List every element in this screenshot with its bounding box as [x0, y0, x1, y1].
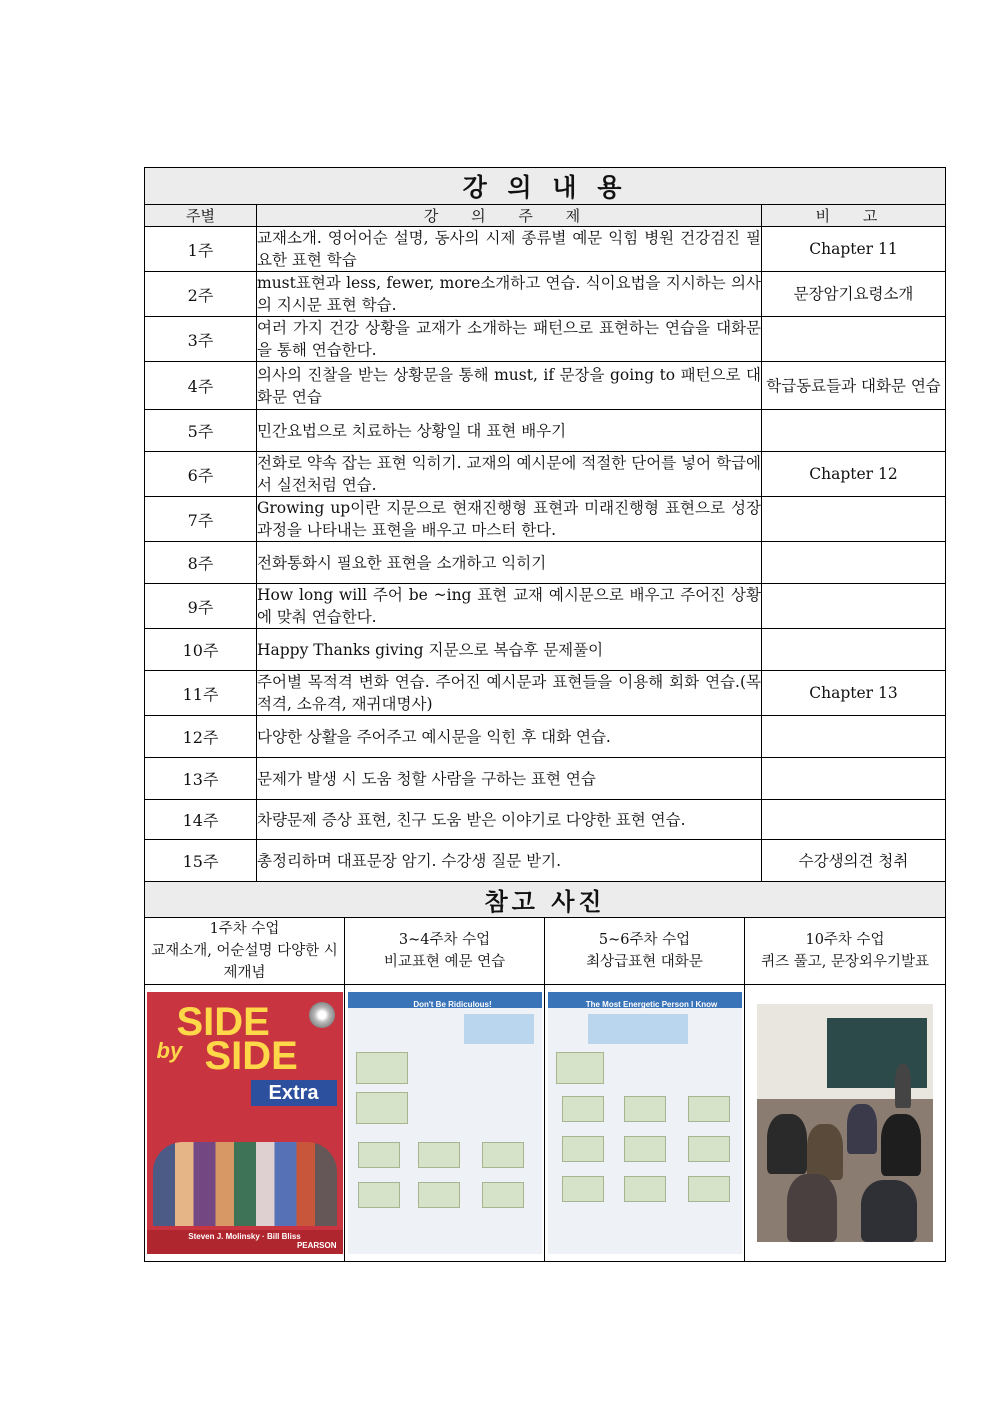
table-row: [145, 452, 946, 497]
illustration-panel: [356, 1052, 408, 1084]
column-header-row: [145, 205, 946, 227]
note-cell: [762, 410, 946, 452]
photo-caption: [545, 918, 745, 985]
note-cell: [762, 317, 946, 362]
topic-cell: 전화로 약속 잡는 표현 익히기. 교재의 예시문에 적절한 단어를 넣어 학급에서 실전처럼 연습.: [257, 452, 762, 497]
illustration-panel: [418, 1182, 460, 1208]
illustration-panel: [624, 1176, 666, 1202]
illustration-panel: [688, 1096, 730, 1122]
student-figure: [807, 1124, 843, 1180]
illustration-panel: [688, 1136, 730, 1162]
table-row: [145, 227, 946, 272]
note-cell: [762, 629, 946, 671]
vocab-box: [464, 1014, 534, 1044]
week-cell: 8주: [145, 542, 257, 584]
table-row: [145, 317, 946, 362]
illustration-panel: [562, 1096, 604, 1122]
photo-caption: [745, 918, 946, 985]
cover-word: SIDE: [176, 1000, 270, 1044]
topic-cell: 차량문제 증상 표현, 친구 도움 받은 이야기로 다양한 표현 연습.: [257, 800, 762, 840]
table-row: [145, 542, 946, 584]
cover-word: by: [156, 1038, 183, 1063]
cover-authors: Steven J. Molinsky · Bill Bliss: [188, 1232, 301, 1241]
column-topic: 강 의 주 제: [257, 205, 762, 227]
table-row: [145, 671, 946, 716]
topic-cell: Happy Thanks giving 지문으로 복습후 문제풀이: [257, 629, 762, 671]
cover-extra-label: Extra: [251, 1080, 337, 1106]
caption-week: 5~6주차 수업: [598, 932, 691, 948]
photos-title: 참고 사진: [145, 882, 946, 918]
document-sheet: [144, 167, 945, 1262]
topic-cell: 민간요법으로 치료하는 상황일 대 표현 배우기: [257, 410, 762, 452]
cover-publisher: PEARSON: [296, 1241, 337, 1250]
week-cell: 4주: [145, 362, 257, 410]
student-figure: [787, 1174, 837, 1242]
student-figure: [861, 1180, 917, 1242]
page-header-bar: [348, 992, 542, 1008]
student-figure: [767, 1114, 807, 1174]
column-week: 주별: [145, 205, 257, 227]
week-cell: 10주: [145, 629, 257, 671]
note-cell: 학급동료들과 대화문 연습: [762, 362, 946, 410]
note-cell: 문장암기요령소개: [762, 272, 946, 317]
note-cell: 수강생의견 청취: [762, 840, 946, 882]
teacher-figure: [895, 1064, 911, 1108]
week-cell: 11주: [145, 671, 257, 716]
cd-icon: [309, 1002, 335, 1028]
page-header-text: The Most Energetic Person I Know: [585, 1000, 718, 1009]
lecture-table: [144, 167, 946, 882]
illustration-panel: [556, 1052, 604, 1084]
illustration-panel: [562, 1136, 604, 1162]
illustration-panel: [418, 1142, 460, 1168]
student-figure: [847, 1104, 877, 1154]
illustration-panel: [624, 1096, 666, 1122]
table-row: [145, 584, 946, 629]
caption-desc: 최상급표현 대화문: [586, 954, 703, 970]
topic-cell: 다양한 상활을 주어주고 예시문을 익힌 후 대화 연습.: [257, 716, 762, 758]
photo-table: [144, 882, 946, 1262]
topic-cell: 총정리하며 대표문장 암기. 수강생 질문 받기.: [257, 840, 762, 882]
illustration-panel: [358, 1142, 400, 1168]
vocab-box: [588, 1014, 688, 1044]
cover-footer: [147, 1230, 343, 1254]
topic-cell: 교재소개. 영어어순 설명, 동사의 시제 종류별 예문 익힘 병원 건강검진 필요한 표현 학습: [257, 227, 762, 272]
topic-cell: must표현과 less, fewer, more소개하고 연습. 식이요법을 지시하는 의사의 지시문 표현 학습.: [257, 272, 762, 317]
photo-caption: [145, 918, 345, 985]
page-header-text: Don't Be Ridiculous!: [413, 1000, 492, 1009]
table-row: [145, 629, 946, 671]
week-cell: 6주: [145, 452, 257, 497]
table-row: [145, 800, 946, 840]
week-cell: 13주: [145, 758, 257, 800]
caption-week: 3~4주차 수업: [398, 932, 491, 948]
caption-desc: 퀴즈 풀고, 문장외우기발표: [761, 954, 929, 970]
week-cell: 2주: [145, 272, 257, 317]
illustration-panel: [358, 1182, 400, 1208]
caption-desc: 비교표현 예문 연습: [383, 954, 506, 970]
table-row: [145, 716, 946, 758]
illustration-panel: [688, 1176, 730, 1202]
photo-caption: [345, 918, 545, 985]
caption-week: 1주차 수업: [209, 921, 280, 937]
table-row: [145, 272, 946, 317]
table-row: [145, 497, 946, 542]
classroom-photo: [757, 1004, 933, 1242]
note-cell: [762, 497, 946, 542]
topic-cell: 문제가 발생 시 도움 청할 사람을 구하는 표현 연습: [257, 758, 762, 800]
week-cell: 9주: [145, 584, 257, 629]
topic-cell: How long will 주어 be ~ing 표현 교재 예시문으로 배우고 주어진 상황에 맞춰 연습한다.: [257, 584, 762, 629]
week-cell: 15주: [145, 840, 257, 882]
table-row: [145, 758, 946, 800]
week-cell: 3주: [145, 317, 257, 362]
illustration-panel: [482, 1182, 524, 1208]
table-row: [145, 840, 946, 882]
week-cell: 7주: [145, 497, 257, 542]
topic-cell: 전화통화시 필요한 표현을 소개하고 익히기: [257, 542, 762, 584]
note-cell: Chapter 11: [762, 227, 946, 272]
note-cell: [762, 800, 946, 840]
lecture-title: 강 의 내 용: [145, 168, 946, 205]
topic-cell: 의사의 진찰을 받는 상황문을 통해 must, if 문장을 going to 패턴으로 대화문 연습: [257, 362, 762, 410]
cover-word: SIDE: [204, 1034, 298, 1078]
topic-cell: 주어별 목적격 변화 연습. 주어진 예시문과 표현들을 이용해 회화 연습.(목적격, 소유격, 재귀대명사): [257, 671, 762, 716]
textbook-page-image: [348, 992, 542, 1254]
week-cell: 1주: [145, 227, 257, 272]
caption-desc: 교재소개, 어순설명 다양한 시제개념: [151, 943, 338, 981]
illustration-panel: [624, 1136, 666, 1162]
caption-week: 10주차 수업: [805, 932, 885, 948]
textbook-cover-image: [147, 992, 343, 1254]
illustration-panel: [562, 1176, 604, 1202]
table-row: [145, 410, 946, 452]
note-cell: Chapter 12: [762, 452, 946, 497]
blackboard: [827, 1018, 927, 1088]
student-figure: [881, 1114, 921, 1176]
column-note: 비 고: [762, 205, 946, 227]
note-cell: [762, 542, 946, 584]
textbook-page-image: [548, 992, 742, 1254]
week-cell: 12주: [145, 716, 257, 758]
note-cell: [762, 716, 946, 758]
topic-cell: Growing up이란 지문으로 현재진행형 표현과 미래진행형 표현으로 성장과정을 나타내는 표현을 배우고 마스터 한다.: [257, 497, 762, 542]
note-cell: [762, 584, 946, 629]
note-cell: [762, 758, 946, 800]
cover-illustration: [153, 1142, 337, 1226]
week-cell: 5주: [145, 410, 257, 452]
page-header-bar: [548, 992, 742, 1008]
note-cell: Chapter 13: [762, 671, 946, 716]
table-row: [145, 362, 946, 410]
illustration-panel: [356, 1092, 408, 1124]
topic-cell: 여러 가지 건강 상황을 교재가 소개하는 패턴으로 표현하는 연습을 대화문을 통해 연습한다.: [257, 317, 762, 362]
week-cell: 14주: [145, 800, 257, 840]
illustration-panel: [482, 1142, 524, 1168]
